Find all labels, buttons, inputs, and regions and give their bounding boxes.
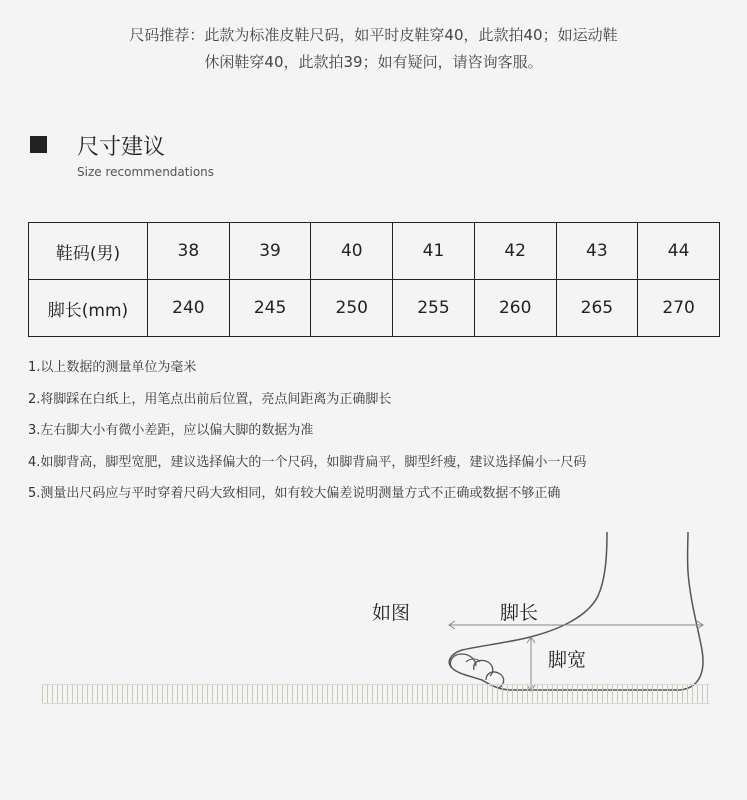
table-cell: 43 (556, 223, 638, 280)
tip-item: 3.左右脚大小有微小差距，应以偏大脚的数据为准 (28, 423, 314, 438)
table-row-foot-length (29, 280, 720, 337)
table-cell: 265 (556, 280, 638, 337)
section-title: 尺寸建议 (77, 135, 166, 160)
table-cell: 270 (638, 280, 720, 337)
table-row-label: 脚长(mm) (29, 280, 148, 337)
tip-item: 4.如脚背高，脚型宽肥，建议选择偏大的一个尺码，如脚背扁平，脚型纤瘦，建议选择偏小一尺码 (28, 454, 587, 470)
table-row-shoe-size (29, 223, 720, 280)
illustration-caption: 如图 (372, 602, 411, 624)
size-table (28, 222, 720, 337)
measurement-tips (28, 352, 586, 510)
table-cell: 255 (393, 280, 475, 337)
table-cell: 38 (148, 223, 230, 280)
table-cell: 260 (474, 280, 556, 337)
measuring-ruler (42, 684, 710, 704)
note-line-2: 休闲鞋穿40，此款拍39；如有疑问，请咨询客服。 (204, 53, 543, 71)
table-cell: 40 (311, 223, 393, 280)
table-cell: 39 (229, 223, 311, 280)
table-cell: 44 (638, 223, 720, 280)
table-cell: 250 (311, 280, 393, 337)
tip-item: 5.测量出尺码应与平时穿着尺码大致相同，如有较大偏差说明测量方式不正确或数据不够正确 (28, 486, 561, 501)
table-cell: 41 (393, 223, 475, 280)
tip-item: 1.以上数据的测量单位为毫米 (28, 360, 197, 375)
table-cell: 240 (148, 280, 230, 337)
table-cell: 245 (229, 280, 311, 337)
section-square-icon (30, 136, 47, 153)
table-cell: 42 (474, 223, 556, 280)
foot-width-label: 脚宽 (548, 649, 587, 671)
table-row-label: 鞋码(男) (29, 223, 148, 280)
section-subtitle: Size recommendations (77, 165, 215, 179)
size-recommendation-note (0, 22, 747, 76)
tip-item: 2.将脚踩在白纸上，用笔点出前后位置，亮点间距离为正确脚长 (28, 391, 392, 407)
note-line-1: 尺码推荐：此款为标准皮鞋尺码，如平时皮鞋穿40，此款拍40；如运动鞋 (129, 26, 618, 44)
foot-length-label: 脚长 (500, 602, 539, 624)
